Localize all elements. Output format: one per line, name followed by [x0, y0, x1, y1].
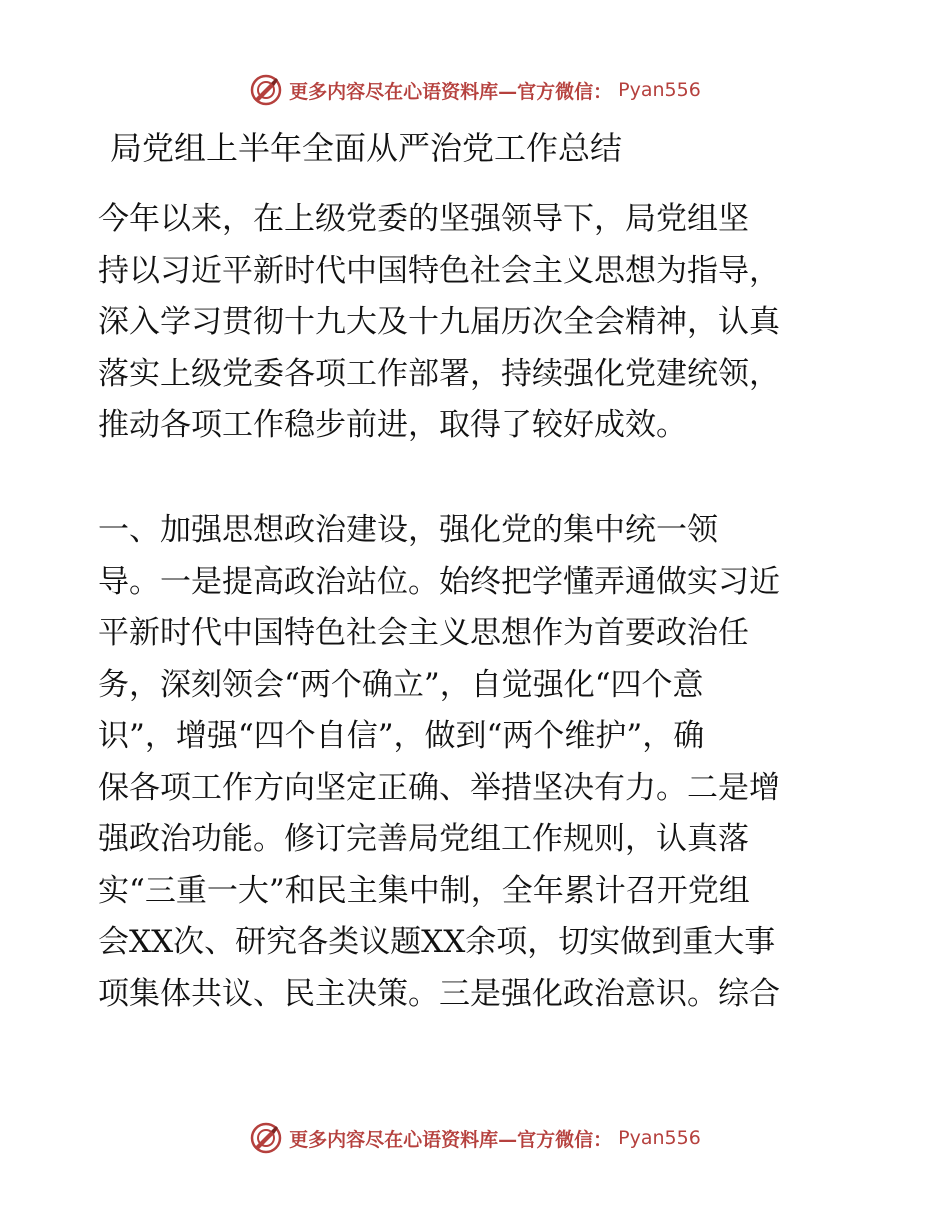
document-title: 局党组上半年全面从严治党工作总结 — [110, 129, 623, 167]
text-line: 识”，增强“四个自信”，做到“两个维护”，确 — [98, 718, 705, 754]
text-line: 导。一是提高政治站位。始终把学懂弄通做实习近 — [98, 563, 780, 600]
text-line: 实“三重一大”和民主集中制，全年累计召开党组 — [98, 872, 750, 909]
header-watermark-banner — [0, 70, 950, 110]
text-line: 项集体共议、民主决策。三是强化政治意识。综合 — [98, 975, 780, 1012]
paragraph-section-one — [98, 505, 850, 1020]
banner-contact: Pyan556 — [618, 79, 701, 101]
banner-text: 更多内容尽在心语资料库—官方微信： — [289, 80, 613, 103]
text-line: 会XX次、研究各类议题XX余项，切实做到重大事 — [98, 924, 776, 960]
text-line: 平新时代中国特色社会主义思想作为首要政治任 — [98, 615, 749, 651]
text-line: 深入学习贯彻十九大及十九届历次全会精神，认真 — [98, 304, 780, 340]
text-line: 务，深刻领会“两个确立”，自觉强化“四个意 — [98, 666, 704, 703]
footer-watermark-banner — [0, 1118, 950, 1158]
text-line: 推动各项工作稳步前进，取得了较好成效。 — [98, 407, 687, 443]
banner-contact: Pyan556 — [618, 1127, 701, 1149]
banner-text: 更多内容尽在心语资料库—官方微信： — [289, 1128, 613, 1151]
text-line: 一、加强思想政治建设，强化党的集中统一领 — [98, 512, 718, 548]
text-line: 强政治功能。修订完善局党组工作规则，认真落 — [98, 821, 749, 857]
brand-logo-icon — [249, 1121, 283, 1155]
brand-logo-icon — [249, 73, 283, 107]
text-line: 保各项工作方向坚定正确、举措坚决有力。二是增 — [98, 769, 780, 806]
text-line: 落实上级党委各项工作部署，持续强化党建统领， — [98, 355, 780, 392]
text-line: 持以习近平新时代中国特色社会主义思想为指导， — [98, 252, 780, 289]
text-line: 今年以来，在上级党委的坚强领导下，局党组坚 — [98, 201, 749, 237]
paragraph-intro — [98, 194, 850, 452]
